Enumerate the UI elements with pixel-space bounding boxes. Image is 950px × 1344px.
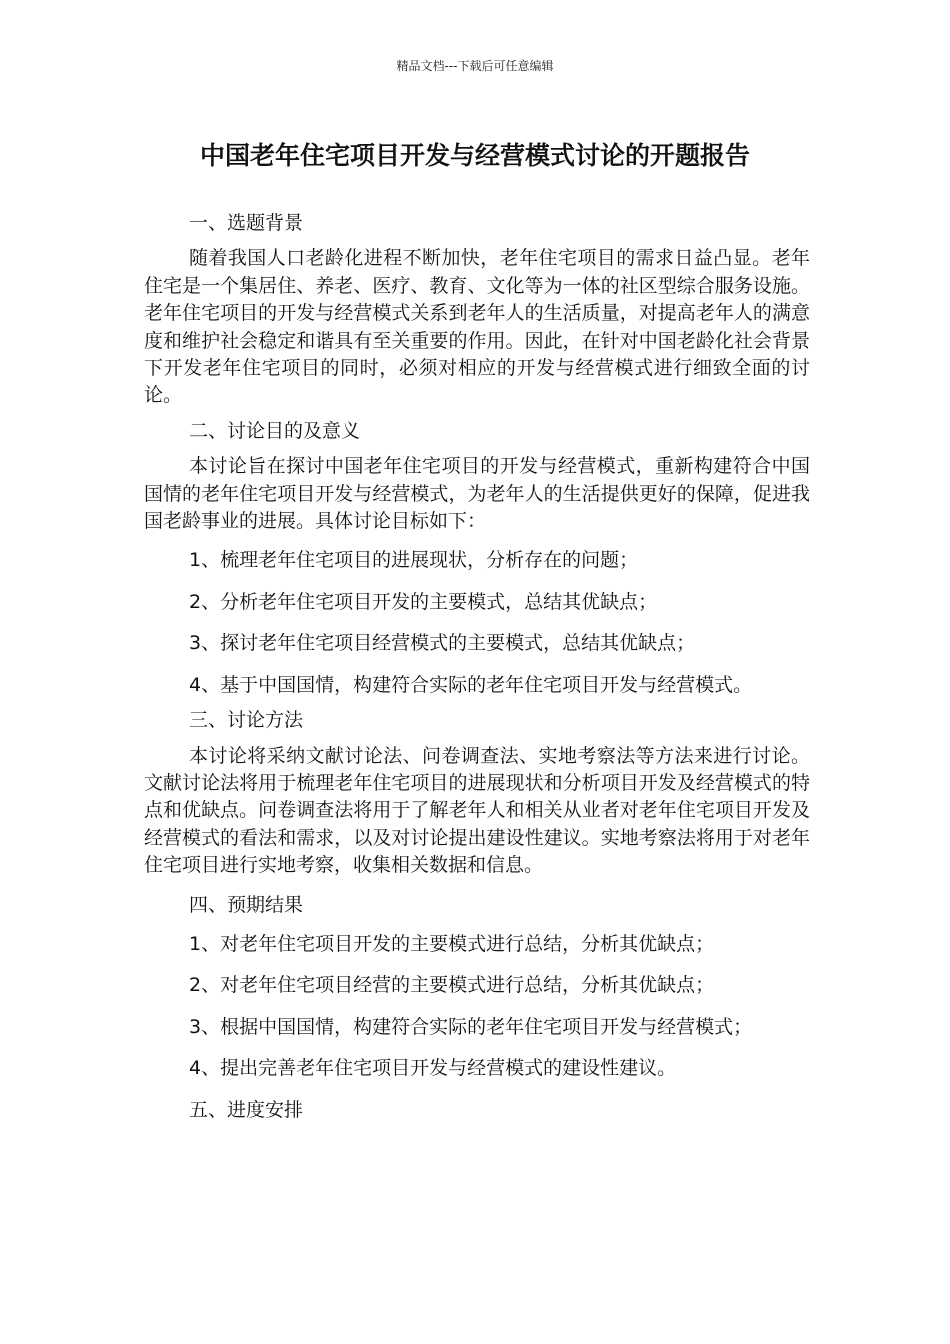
section-heading-purpose: 二、讨论目的及意义 (189, 419, 361, 442)
paragraph-purpose: 本讨论旨在探讨中国老年住宅项目的开发与经营模式，重新构建符合中国国情的老年住宅项目开发与经营模式，为老年人的生活提供更好的保障，促进我国老龄事业的进展。具体讨论目标如下： (144, 455, 810, 533)
document-body (144, 210, 810, 1132)
section-heading-background: 一、选题背景 (189, 212, 304, 234)
list-item-result-3: 3、根据中国国情，构建符合实际的老年住宅项目开发与经营模式； (189, 1015, 753, 1038)
section-heading-expected-results: 四、预期结果 (189, 893, 304, 916)
list-item-result-2: 2、对老年住宅项目经营的主要模式进行总结，分析其优缺点； (189, 974, 715, 997)
list-item-purpose-1: 1、梳理老年住宅项目的进展现状，分析存在的问题； (189, 549, 639, 572)
section-heading-schedule: 五、进度安排 (189, 1098, 304, 1121)
list-item-result-4: 4、提出完善老年住宅项目开发与经营模式的建设性建议。 (189, 1057, 677, 1080)
document-title: 中国老年住宅项目开发与经营模式讨论的开题报告 (199, 141, 750, 170)
section-heading-methods: 三、讨论方法 (189, 709, 304, 732)
paragraph-background: 随着我国人口老龄化进程不断加快，老年住宅项目的需求日益凸显。老年住宅是一个集居住、养老、医疗、教育、文化等为一体的社区型综合服务设施。老年住宅项目的开发与经营模式关系到老年人的生活质量，对提高老年人的满意度和维护社会稳定和谐具有至关重要的作用。因此，在针对中国老龄化社会背景下开发老年住宅项目的同时，必须对相应的开发与经营模式进行细致全面的讨论。 (144, 247, 810, 407)
list-item-purpose-2: 2、分析老年住宅项目开发的主要模式，总结其优缺点； (189, 590, 658, 613)
paragraph-methods: 本讨论将采纳文献讨论法、问卷调查法、实地考察法等方法来进行讨论。文献讨论法将用于梳理老年住宅项目的进展现状和分析项目开发及经营模式的特点和优缺点。问卷调查法将用于了解老年人和相关从业者对老年住宅项目开发及经营模式的看法和需求，以及对讨论提出建设性建议。实地考察法将用于对老年住宅项目进行实地考察，收集相关数据和信息。 (144, 744, 810, 877)
list-item-result-1: 1、对老年住宅项目开发的主要模式进行总结，分析其优缺点； (189, 932, 715, 955)
page-header-watermark: 精品文档---下载后可任意编辑 (396, 59, 554, 73)
list-item-purpose-3: 3、探讨老年住宅项目经营模式的主要模式，总结其优缺点； (189, 632, 696, 655)
list-item-purpose-4: 4、基于中国国情，构建符合实际的老年住宅项目开发与经营模式。 (189, 673, 753, 696)
